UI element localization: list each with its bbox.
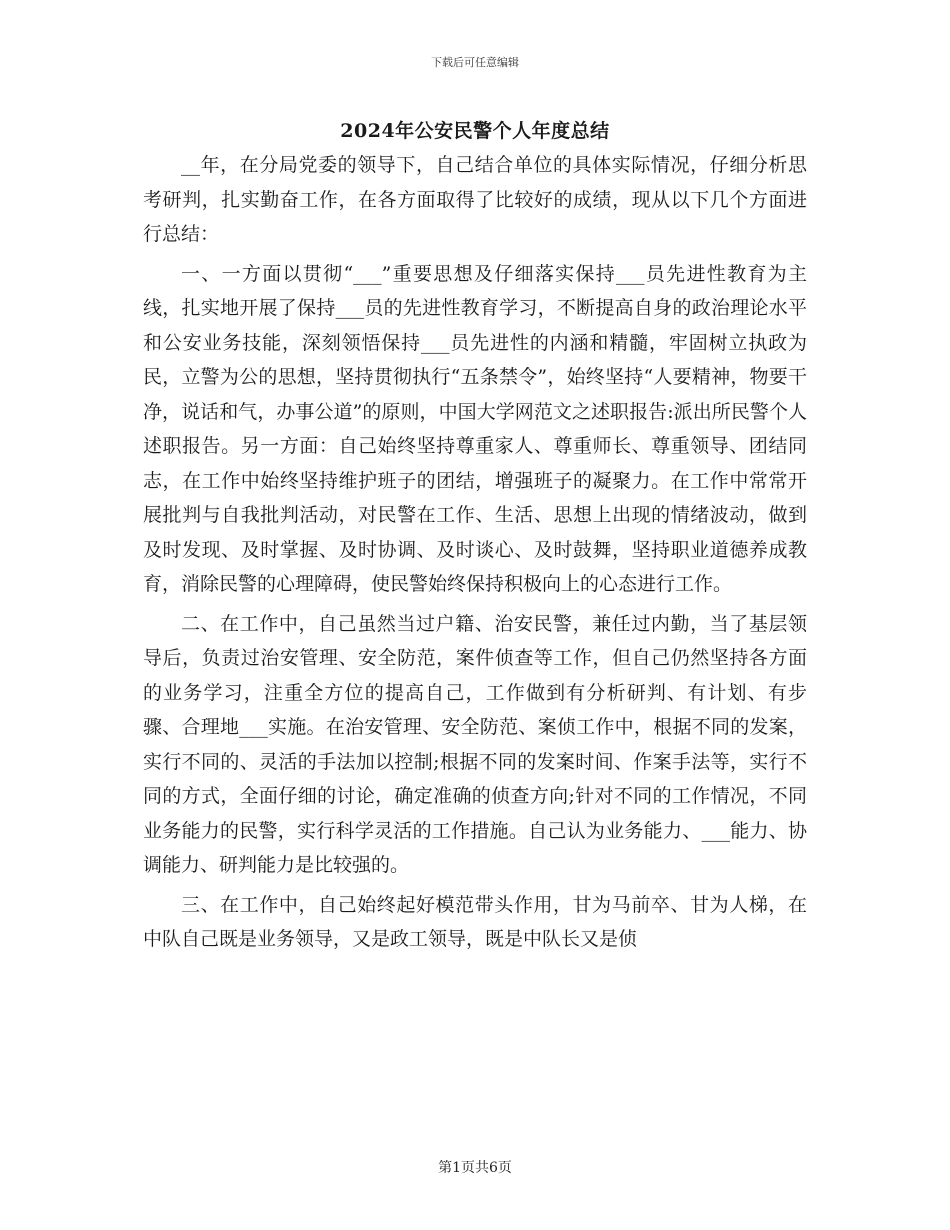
document-body <box>143 148 807 962</box>
page-header-note: 下载后可任意编辑 <box>431 56 519 69</box>
paragraph-section-2: 二、在工作中，自己虽然当过户籍、治安民警，兼任过内勤，当了基层领导后，负责过治安管理、安全防范，案件侦查等工作，但自己仍然坚持各方面的业务学习，注重全方位的提高自己，工作做到有分析研判、有计划、有步骤、合理地___实施。在治安管理、安全防范、案侦工作中，根据不同的发案，实行不同的、灵活的手法加以控制;根据不同的发案时间、作案手法等，实行不同的方式，全面仔细的讨论，确定准确的侦查方向;针对不同的工作情况，不同业务能力的民警，实行科学灵活的工作措施。自己认为业务能力、___能力、协调能力、研判能力是比较强的。 <box>143 612 807 876</box>
paragraph-intro: __年，在分局党委的领导下，自己结合单位的具体实际情况，仔细分析思考研判，扎实勤奋工作，在各方面取得了比较好的成绩，现从以下几个方面进行总结： <box>143 154 807 245</box>
paragraph-section-1: 一、一方面以贯彻“___”重要思想及仔细落实保持___员先进性教育为主线，扎实地开展了保持___员的先进性教育学习，不断提高自身的政治理论水平和公安业务技能，深刻领悟保持___员先进性的内涵和精髓，牢固树立执政为民，立警为公的思想，坚持贯彻执行“五条禁令”，始终坚持“人要精神，物要干净，说话和气，办事公道”的原则，中国大学网范文之述职报告:派出所民警个人述职报告。另一方面：自己始终坚持尊重家人、尊重师长、尊重领导、团结同志，在工作中始终坚持维护班子的团结，增强班子的凝聚力。在工作中常常开展批判与自我批判活动，对民警在工作、生活、思想上出现的情绪波动，做到及时发现、及时掌握、及时协调、及时谈心、及时鼓舞，坚持职业道德养成教育，消除民警的心理障碍，使民警始终保持积极向上的心态进行工作。 <box>143 262 807 595</box>
paragraph-section-3: 三、在工作中，自己始终起好模范带头作用，甘为马前卒、甘为人梯，在中队自己既是业务领导，又是政工领导，既是中队长又是侦 <box>143 893 807 950</box>
page-number-footer: 第1页共6页 <box>438 1160 512 1176</box>
document-title: 2024年公安民警个人年度总结 <box>340 120 610 142</box>
